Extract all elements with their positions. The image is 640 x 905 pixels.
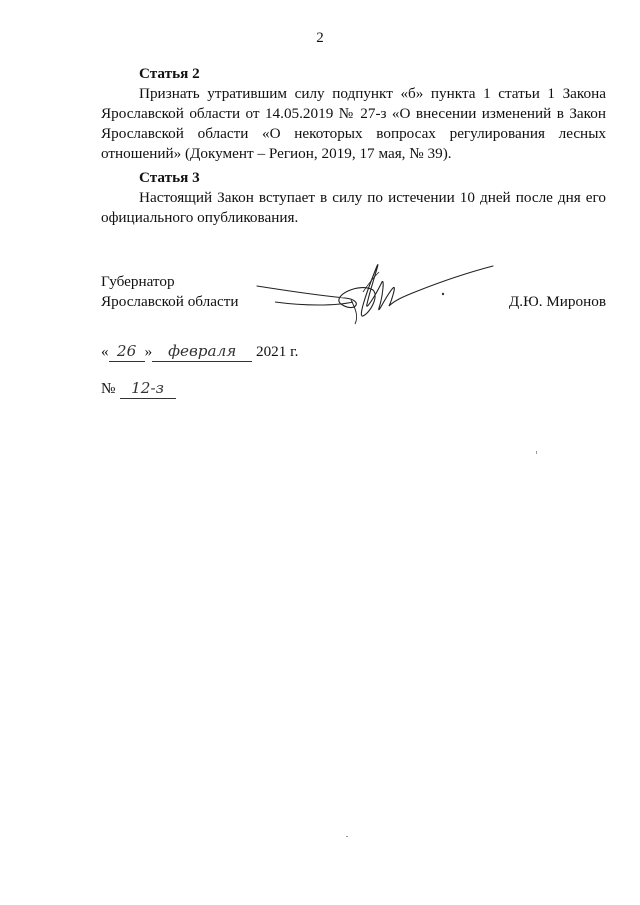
governor-position	[101, 272, 238, 312]
article-2	[101, 64, 606, 164]
scan-speck	[536, 451, 537, 454]
article-text: Настоящий Закон вступает в силу по истечении 10 дней после дня его официального опубликования.	[101, 189, 606, 226]
article-title: Статья 2	[139, 65, 200, 82]
law-number	[101, 378, 176, 399]
article-text: Признать утратившим силу подпункт «б» пункта 1 статьи 1 Закона Ярославской области от 14.05.2019 № 27-з «О внесении изменений в Закон Ярославской области «О некоторых вопросах регулирования лесных отношений» (Документ – Регион, 2019, 17 мая, № 39).	[101, 85, 606, 162]
handwritten-signature	[255, 256, 495, 346]
signing-date	[101, 341, 298, 362]
page-number: 2	[316, 30, 324, 46]
article-title: Статья 3	[139, 169, 200, 186]
article-3	[101, 168, 606, 228]
position-line-2: Ярославской области	[101, 293, 239, 310]
date-month: февраля	[152, 341, 252, 362]
date-year: 2021 г.	[255, 343, 299, 360]
scan-speck	[346, 836, 348, 837]
number-label: №	[101, 380, 116, 397]
date-day: 26	[109, 341, 145, 362]
date-open-quote: «	[101, 343, 109, 360]
number-value: 12-з	[120, 378, 176, 399]
position-line-1: Губернатор	[101, 273, 175, 290]
governor-name: Д.Ю. Миронов	[508, 293, 606, 310]
date-close-quote: »	[144, 343, 153, 360]
